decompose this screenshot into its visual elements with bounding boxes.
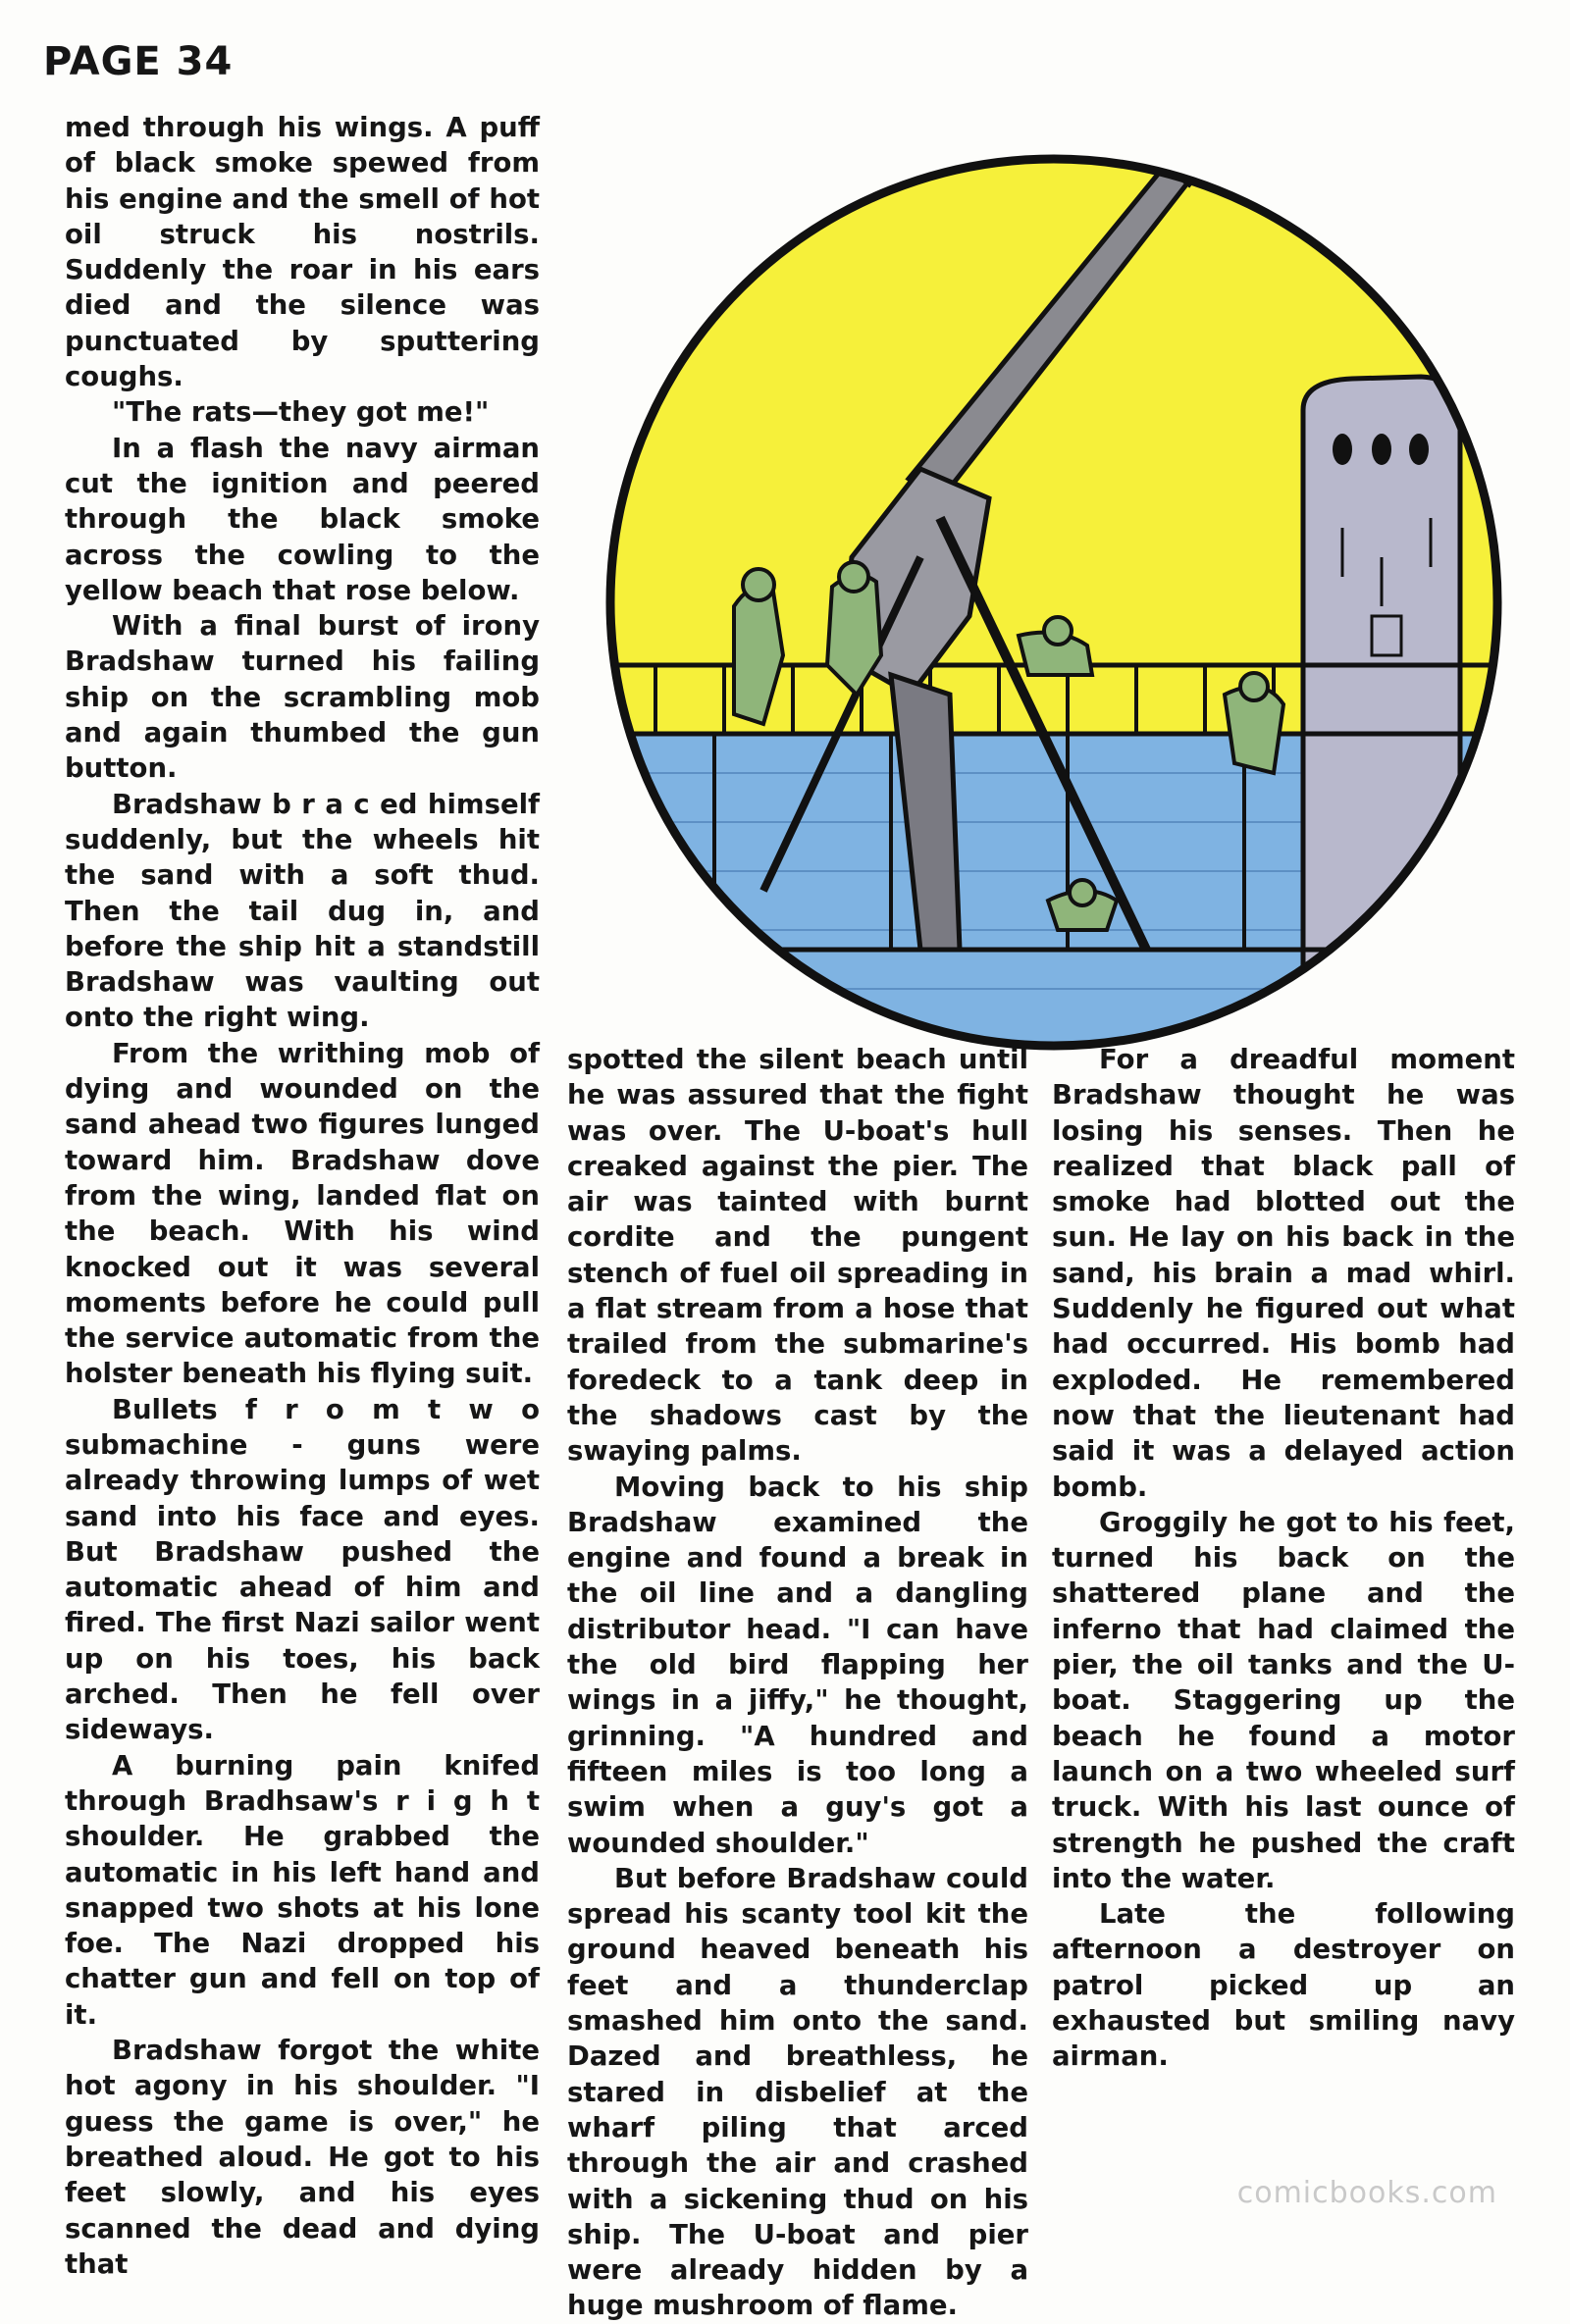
paragraph: From the writhing mob of dying and wounded on the sand ahead two figures lunged toward him. Bradshaw dove from the wing, landed flat on the beach. With his wind knocked out it was several moments before he could pull the service automatic from the holster beneath his flying suit. (65, 1037, 540, 1390)
paragraph: With a final burst of irony Bradshaw turned his failing ship on the scrambling mob and again thumbed the gun button. (65, 610, 540, 785)
paragraph: spotted the silent beach until he was assured that the fight was over. The U-boat's hull creaked against the pier. The air was tainted with burnt cordite and the pungent stench of fuel oil spreading in a flat stream from a hose that trailed from the submarine's foredeck to a tank deep in the shadows cast by the swaying palms. (567, 1044, 1028, 1468)
paragraph: Bradshaw forgot the white hot agony in his shoulder. "I guess the game is over," he breathed aloud. He got to his feet slowly, and his eyes scanned the dead and dying that (65, 2035, 540, 2280)
paragraph: Groggily he got to his feet, turned his back on the shattered plane and the inferno that had claimed the pier, the oil tanks and the U-boat. Staggering up the beach he found a motor launch on a two wheeled surf truck. With his last ounce of strength he pushed the craft into the water. (1052, 1506, 1515, 1894)
paragraph: Moving back to his ship Bradshaw examined the engine and found a break in the oil line and a dangling distributor head. "I can have the old bird flapping her wings in a jiffy," he thought, grinning. "A hundred and fifteen miles is too long a swim when a guy's got a wounded shoulder." (567, 1471, 1028, 1859)
paragraph: Bradshaw b r a c ed himself suddenly, but the wheels hit the sand with a soft thud. Then the tail dug in, and before the ship hit a standstill Bradshaw was vaulting out onto the right wing. (65, 788, 540, 1034)
text-column-3 (1052, 1042, 1515, 2075)
paragraph: med through his wings. A puff of black smoke spewed from his engine and the smell of hot oil struck his nostrils. Suddenly the roar in his ears died and the silence was punctuated by sputtering coughs. (65, 112, 540, 393)
paragraph: Late the following afternoon a destroyer on patrol picked up an exhausted but smiling navy airman. (1052, 1898, 1515, 2073)
text-column-2 (567, 1042, 1028, 2324)
deck-gun-submarine-scene-icon (597, 145, 1511, 1059)
watermark-text: comicbooks.com (1236, 2176, 1497, 2210)
paragraph: "The rats—they got me!" (112, 396, 490, 429)
paragraph: In a flash the navy airman cut the ignition and peered through the black smoke across the cowling to the yellow beach that rose below. (65, 432, 540, 606)
page-number: PAGE 34 (43, 39, 234, 84)
text-column-1 (65, 110, 540, 2282)
paragraph: A burning pain knifed through Bradhsaw's r i g h t shoulder. He grabbed the automatic in his left hand and snapped two shots at his lone foe. The Nazi dropped his chatter gun and fell on top of it. (65, 1749, 540, 2031)
paragraph: But before Bradshaw could spread his scanty tool kit the ground heaved beneath his feet and a thunderclap smashed him onto the sand. Dazed and breathless, he stared in disbelief at the wharf piling that arced through the air and crashed with a sickening thud on his ship. The U-boat and pier were already hidden by a huge mushroom of flame. (567, 1862, 1028, 2322)
paragraph: For a dreadful moment Bradshaw thought he was losing his senses. Then he realized that black pall of smoke had blotted out the sun. He lay on his back in the sand, his brain a mad whirl. Suddenly he figured out what had occurred. His bomb had exploded. He remembered now that the lieutenant had said it was a delayed action bomb. (1052, 1044, 1515, 1503)
paragraph: Bullets f r o m t w o submachine - guns were already throwing lumps of wet sand into his face and eyes. But Bradshaw pushed the automatic ahead of him and fired. The first Nazi sailor went up on his toes, his back arched. Then he fell over sideways. (65, 1393, 540, 1746)
